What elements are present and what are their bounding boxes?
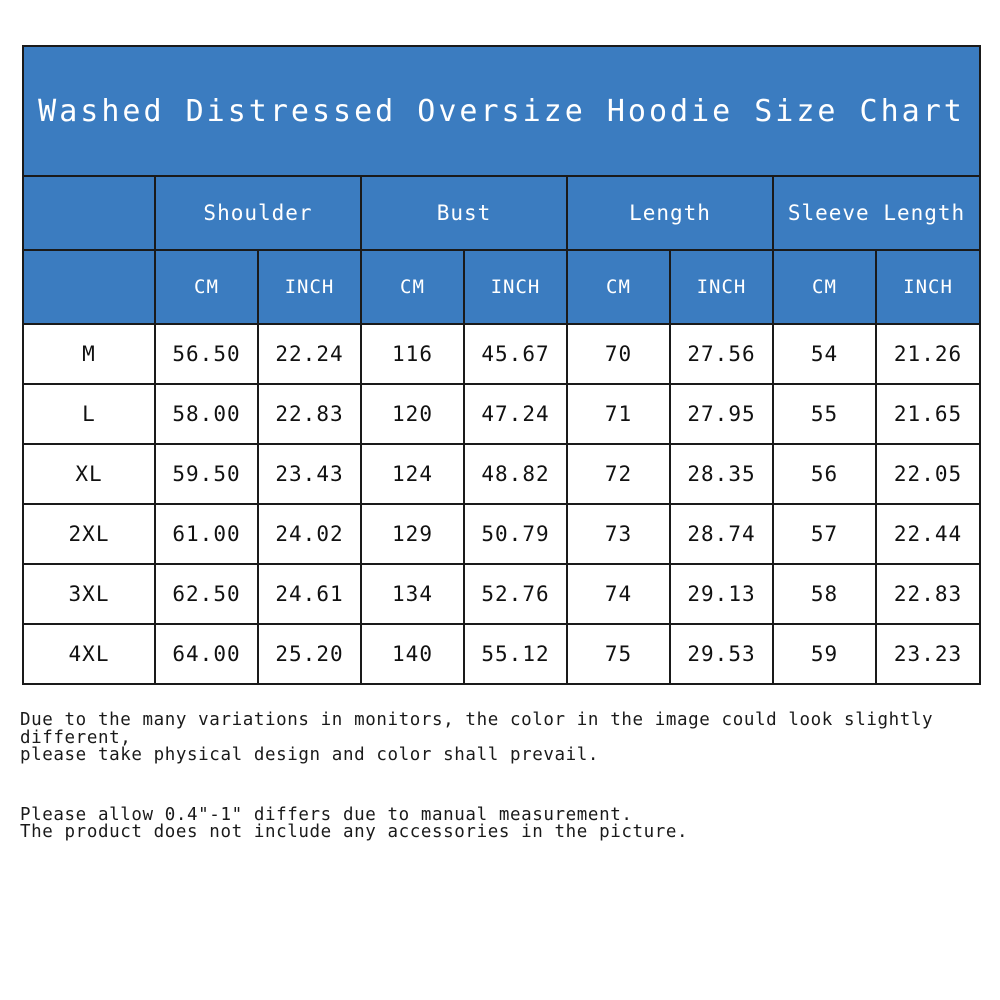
table-row	[23, 384, 980, 444]
table-row	[23, 324, 980, 384]
table-row	[23, 444, 980, 504]
cell-length-inch: 27.95	[670, 384, 773, 444]
cell-bust-cm: 134	[361, 564, 464, 624]
unit-header-sleeve-inch: INCH	[876, 250, 980, 324]
cell-bust-inch: 55.12	[464, 624, 567, 684]
size-chart-container	[22, 45, 978, 685]
notes-spacer	[20, 765, 985, 807]
cell-length-inch: 29.53	[670, 624, 773, 684]
size-label: 3XL	[23, 564, 155, 624]
cell-length-inch: 29.13	[670, 564, 773, 624]
group-header-blank	[23, 176, 155, 250]
unit-header-shoulder-cm: CM	[155, 250, 258, 324]
cell-length-cm: 71	[567, 384, 670, 444]
cell-bust-inch: 50.79	[464, 504, 567, 564]
cell-shoulder-inch: 22.83	[258, 384, 361, 444]
size-chart-table	[22, 45, 981, 685]
cell-shoulder-cm: 61.00	[155, 504, 258, 564]
cell-shoulder-inch: 24.61	[258, 564, 361, 624]
note-accessories-excluded: The product does not include any accessories in the picture.	[20, 822, 689, 842]
cell-bust-cm: 124	[361, 444, 464, 504]
cell-sleeve-inch: 22.44	[876, 504, 980, 564]
disclaimer-notes	[20, 712, 985, 842]
cell-bust-inch: 52.76	[464, 564, 567, 624]
unit-header-blank	[23, 250, 155, 324]
cell-length-inch: 28.74	[670, 504, 773, 564]
unit-header-bust-cm: CM	[361, 250, 464, 324]
cell-shoulder-cm: 58.00	[155, 384, 258, 444]
cell-bust-cm: 116	[361, 324, 464, 384]
note-measurement-tolerance: Please allow 0.4"-1" differs due to manual measurement.	[20, 804, 633, 825]
page-title: Washed Distressed Oversize Hoodie Size Chart	[23, 46, 980, 176]
cell-sleeve-inch: 23.23	[876, 624, 980, 684]
size-label: L	[23, 384, 155, 444]
table-row	[23, 504, 980, 564]
cell-sleeve-inch: 21.65	[876, 384, 980, 444]
note-color-variation-line2: please take physical design and color shall prevail.	[20, 745, 600, 765]
table-title-row	[23, 46, 980, 176]
cell-sleeve-cm: 57	[773, 504, 876, 564]
unit-header-length-inch: INCH	[670, 250, 773, 324]
cell-length-inch: 28.35	[670, 444, 773, 504]
unit-header-bust-inch: INCH	[464, 250, 567, 324]
cell-bust-cm: 120	[361, 384, 464, 444]
table-unit-header-row	[23, 250, 980, 324]
cell-bust-inch: 45.67	[464, 324, 567, 384]
table-group-header-row	[23, 176, 980, 250]
cell-shoulder-inch: 25.20	[258, 624, 361, 684]
table-row	[23, 624, 980, 684]
cell-shoulder-cm: 56.50	[155, 324, 258, 384]
cell-sleeve-inch: 21.26	[876, 324, 980, 384]
cell-sleeve-cm: 59	[773, 624, 876, 684]
cell-bust-inch: 47.24	[464, 384, 567, 444]
cell-shoulder-cm: 62.50	[155, 564, 258, 624]
cell-sleeve-inch: 22.05	[876, 444, 980, 504]
group-header-bust: Bust	[361, 176, 567, 250]
cell-shoulder-cm: 64.00	[155, 624, 258, 684]
cell-sleeve-inch: 22.83	[876, 564, 980, 624]
size-label: 4XL	[23, 624, 155, 684]
cell-length-cm: 73	[567, 504, 670, 564]
cell-shoulder-inch: 24.02	[258, 504, 361, 564]
unit-header-shoulder-inch: INCH	[258, 250, 361, 324]
cell-bust-cm: 140	[361, 624, 464, 684]
cell-shoulder-cm: 59.50	[155, 444, 258, 504]
unit-header-length-cm: CM	[567, 250, 670, 324]
cell-sleeve-cm: 54	[773, 324, 876, 384]
cell-shoulder-inch: 22.24	[258, 324, 361, 384]
cell-shoulder-inch: 23.43	[258, 444, 361, 504]
cell-bust-inch: 48.82	[464, 444, 567, 504]
cell-sleeve-cm: 58	[773, 564, 876, 624]
size-label: XL	[23, 444, 155, 504]
cell-length-cm: 72	[567, 444, 670, 504]
size-label: M	[23, 324, 155, 384]
unit-header-sleeve-cm: CM	[773, 250, 876, 324]
table-row	[23, 564, 980, 624]
size-label: 2XL	[23, 504, 155, 564]
cell-length-cm: 75	[567, 624, 670, 684]
cell-length-inch: 27.56	[670, 324, 773, 384]
group-header-sleeve-length: Sleeve Length	[773, 176, 980, 250]
cell-sleeve-cm: 56	[773, 444, 876, 504]
cell-sleeve-cm: 55	[773, 384, 876, 444]
group-header-length: Length	[567, 176, 773, 250]
cell-length-cm: 74	[567, 564, 670, 624]
cell-bust-cm: 129	[361, 504, 464, 564]
note-color-variation-line1: Due to the many variations in monitors, the color in the image could look slightly different,	[20, 710, 934, 748]
cell-length-cm: 70	[567, 324, 670, 384]
group-header-shoulder: Shoulder	[155, 176, 361, 250]
